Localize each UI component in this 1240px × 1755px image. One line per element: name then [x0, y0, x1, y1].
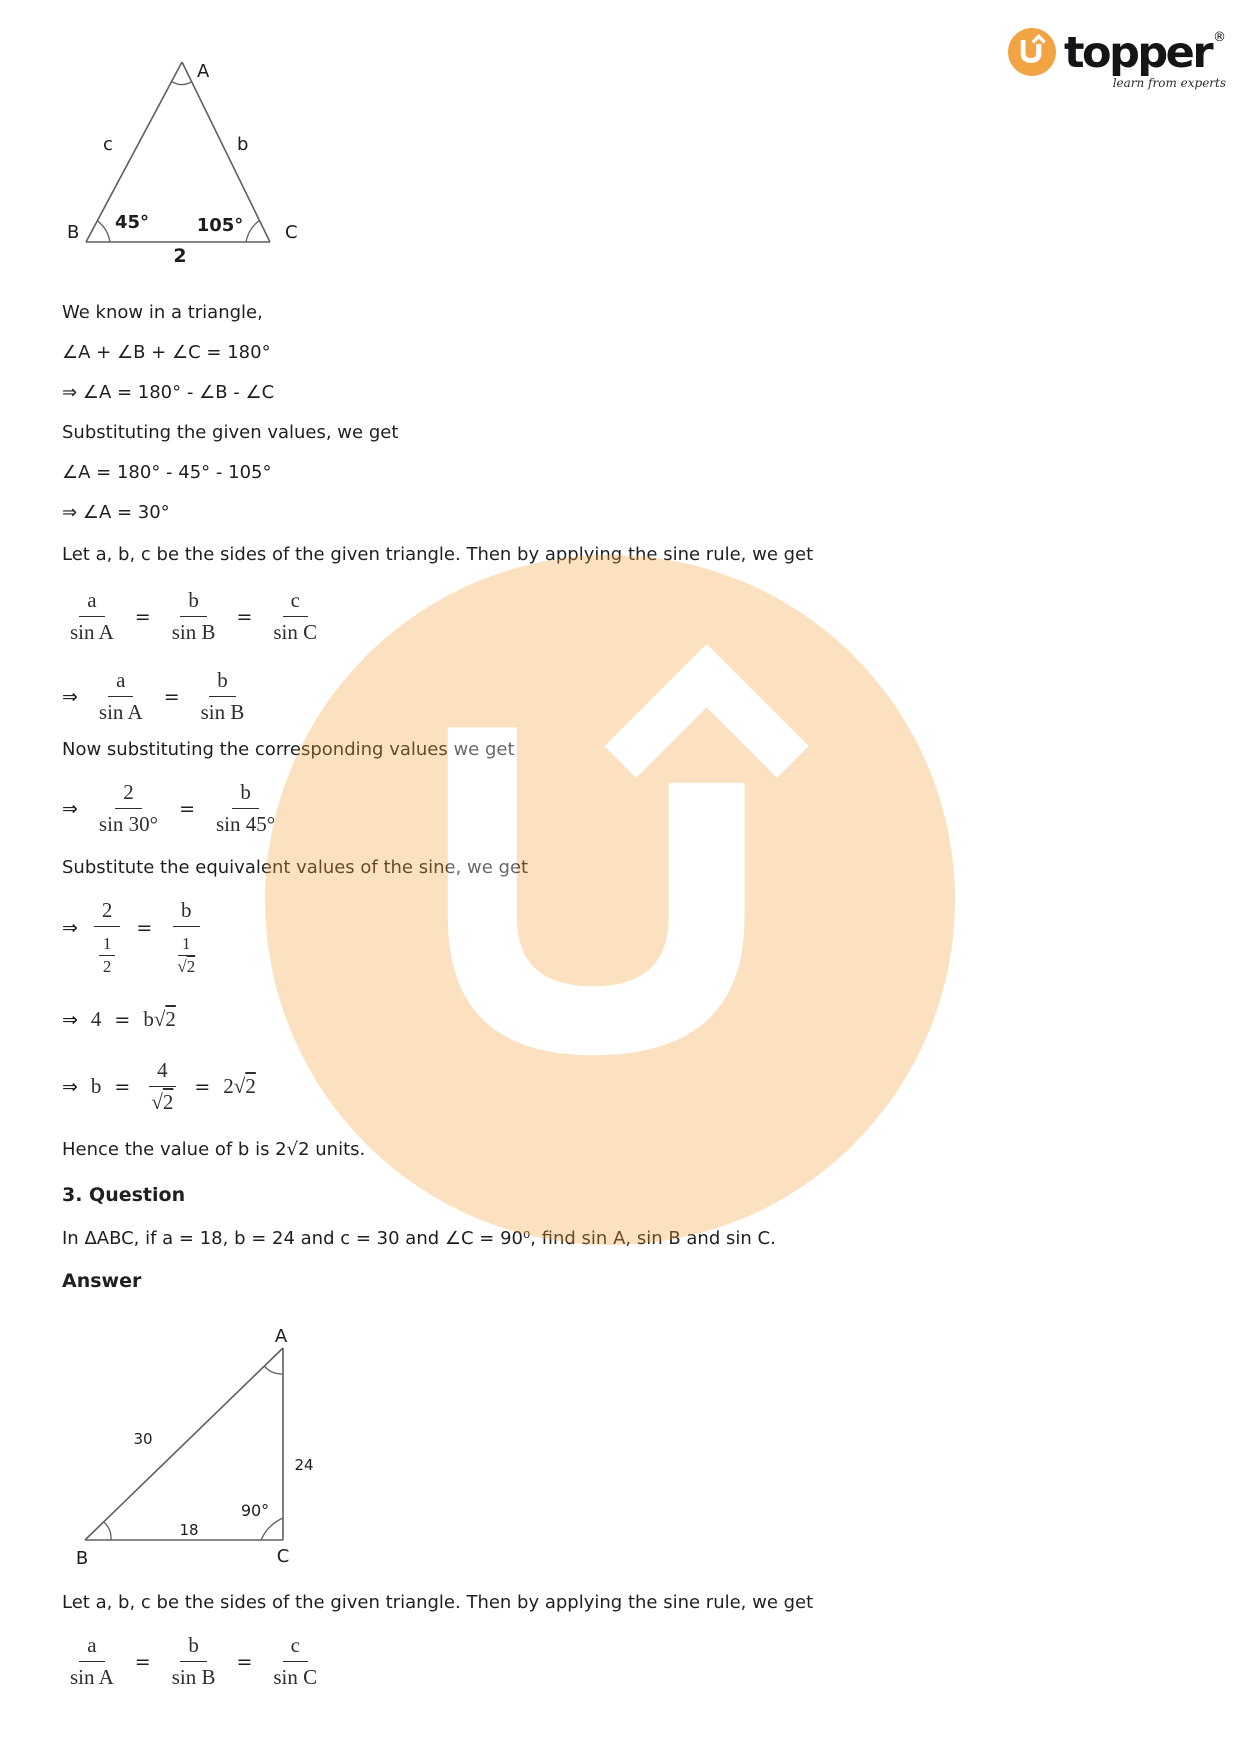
right-angle-label-90: 90°: [240, 1501, 270, 1520]
angle-label-45: 45°: [114, 212, 150, 233]
sine-rule-equation-2: $\frac{a}{\text{sin A}}$ = $\frac{b}{\text{sin B}}$ = $\frac{c}{\text{sin C}}$: [70, 1633, 318, 1689]
vertex-label-c: C: [276, 1546, 290, 1567]
equals-sign: =: [114, 1075, 131, 1098]
topper-u-arrow-icon: [1008, 28, 1056, 76]
question-heading: 3. Question: [62, 1184, 186, 1206]
equals-sign: =: [134, 605, 151, 628]
equals-sign: =: [136, 916, 153, 939]
vertex-label-c: C: [285, 222, 298, 243]
topper-logo: [1008, 28, 1227, 90]
paragraph: Let a, b, c be the sides of the given triangle. Then by applying the sine rule, we get: [62, 544, 814, 565]
side-label-24: 24: [294, 1456, 314, 1474]
sine-rule-equation: $\frac{a}{\text{sin A}}$ = $\frac{b}{\text{sin B}}$ = $\frac{c}{\text{sin C}}$: [70, 588, 318, 644]
equation-line: ∠A = 180° - 45° - 105°: [62, 462, 272, 483]
base-label-18: 18: [179, 1521, 199, 1539]
paragraph: Let a, b, c be the sides of the given triangle. Then by applying the sine rule, we get: [62, 1592, 814, 1613]
equals-sign: =: [134, 1650, 151, 1673]
substituted-values-equation: ⇒ $\frac{2}{\sin 30^\circ}$ = $\frac{b}{\sin 45^\circ}$: [62, 780, 276, 836]
paragraph: We know in a triangle,: [62, 302, 263, 323]
angle-label-105: 105°: [196, 215, 244, 236]
answer-heading: Answer: [62, 1270, 142, 1292]
vertex-label-a: A: [197, 61, 210, 82]
sine-rule-two-terms: ⇒ $\frac{a}{\text{sin A}}$ = $\frac{b}{\text{sin B}}$: [62, 668, 245, 724]
side-label-c: c: [103, 134, 113, 155]
watermark-u-arrow-icon: [265, 555, 955, 1245]
equation-line: ∠A + ∠B + ∠C = 180°: [62, 342, 271, 363]
side-label-b: b: [237, 134, 249, 155]
conclusion-paragraph: Hence the value of b is 2√2 units.: [62, 1139, 366, 1160]
implies-arrow: ⇒: [62, 797, 78, 820]
question-text: In ΔABC, if a = 18, b = 24 and c = 30 and ∠C = 90⁰, find sin A, sin B and sin C.: [62, 1228, 776, 1249]
base-label-2: 2: [173, 245, 187, 267]
brand-tagline: learn from experts: [1112, 76, 1227, 90]
implies-arrow: ⇒: [62, 1008, 78, 1031]
vertex-label-b: B: [75, 1548, 89, 1569]
equals-sign: =: [194, 1075, 211, 1098]
implies-arrow: ⇒: [62, 685, 78, 708]
registered-mark: ®: [1213, 30, 1227, 45]
nested-fraction-equation: ⇒ $\frac{2}{\frac{1}{2}}$ = $\frac{b}{\frac{1}{√2}}$: [62, 898, 207, 977]
equals-sign: =: [179, 797, 195, 820]
paragraph: Now substituting the corresponding values we get: [62, 739, 515, 760]
brand-name: topper: [1064, 28, 1212, 78]
triangle-diagram-1: [45, 40, 305, 275]
equation-line: ⇒ ∠A = 30°: [62, 502, 170, 523]
equation-line: ⇒ ∠A = 180° - ∠B - ∠C: [62, 382, 275, 403]
equals-sign: =: [114, 1008, 131, 1031]
vertex-label-a: A: [274, 1326, 288, 1347]
implies-arrow: ⇒: [62, 1075, 78, 1098]
result-equation: ⇒ b = $\frac{4}{√2}$ = 2√2: [62, 1058, 256, 1114]
vertex-label-b: B: [67, 222, 80, 243]
hypotenuse-label-30: 30: [133, 1430, 153, 1448]
paragraph: Substitute the equivalent values of the sine, we get: [62, 857, 529, 878]
triangle-diagram-2: [58, 1322, 318, 1572]
equals-sign: =: [163, 685, 180, 708]
simplified-equation: ⇒ 4 = b√2: [62, 1007, 176, 1031]
equals-sign: =: [236, 1650, 253, 1673]
implies-arrow: ⇒: [62, 916, 78, 939]
equals-sign: =: [236, 605, 253, 628]
paragraph: Substituting the given values, we get: [62, 422, 399, 443]
